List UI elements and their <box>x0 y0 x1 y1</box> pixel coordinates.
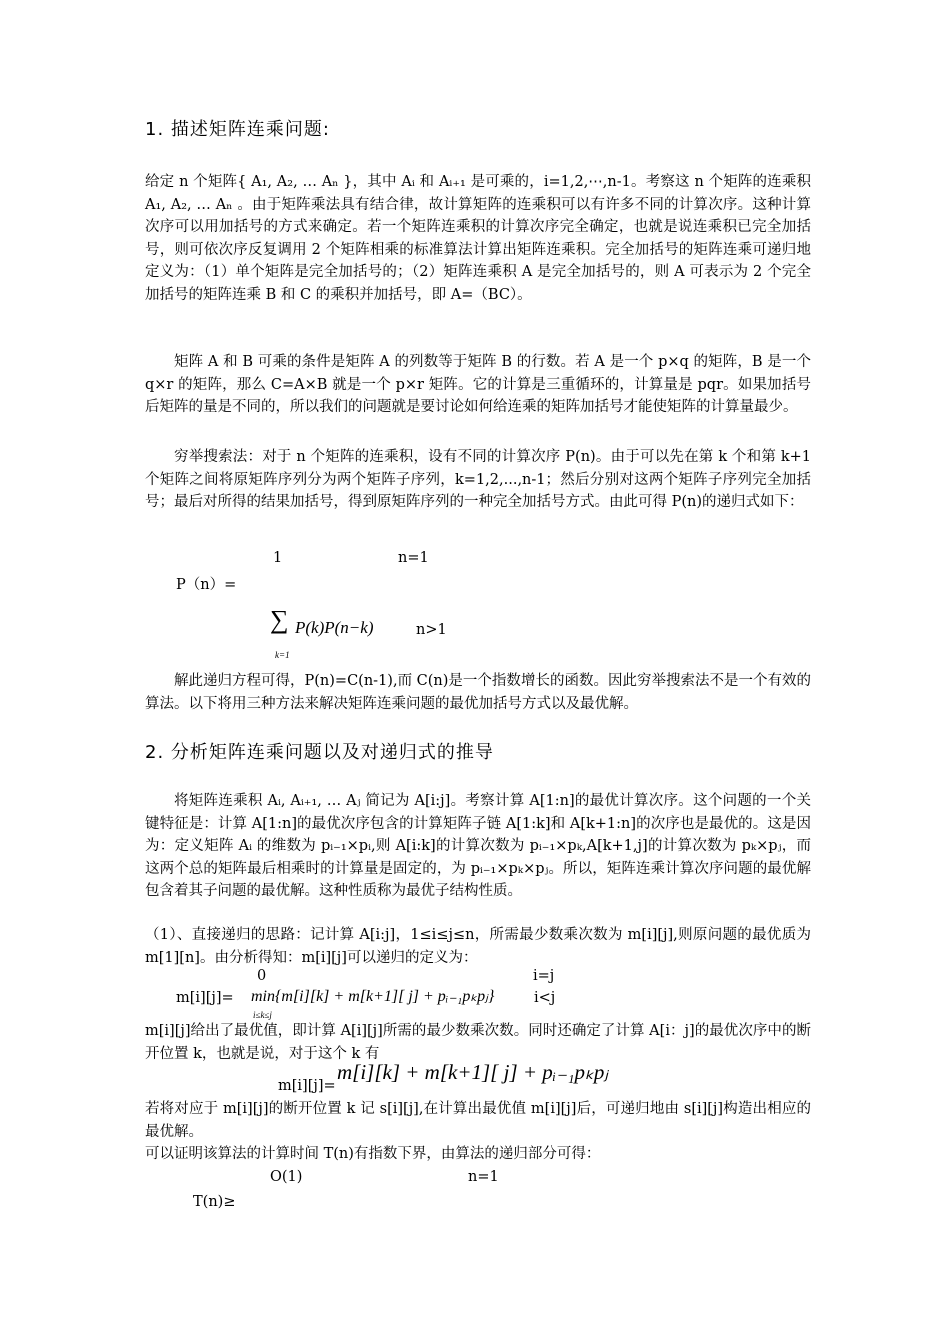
pn-sum-subscript: k=1 <box>275 650 290 660</box>
section-1-heading: 1. 描述矩阵连乘问题: <box>145 119 330 140</box>
section-2-paragraph-5: 可以证明该算法的计算时间 T(n)有指数下界，由算法的递归部分可得： <box>145 1146 601 1162</box>
summation-icon: ∑ <box>270 605 289 634</box>
pn-lhs: P（n）= <box>176 577 237 593</box>
tn-lhs: T(n)≥ <box>193 1194 236 1210</box>
section-2-paragraph-2: （1）、直接递归的思路：记计算 A[i:j]，1≤i≤j≤n，所需最少数乘次数为 m[i][j],则原问题的最优质为 m[1][n]。由分析得知：m[i][j]可以递归的定义为： <box>145 927 811 966</box>
tn-case-1-condition: n=1 <box>468 1169 499 1185</box>
tn-case-1-value: O(1) <box>270 1169 303 1185</box>
m-case-1-condition: i=j <box>533 968 555 984</box>
m-lhs: m[i][j]= <box>176 990 234 1006</box>
pn-sum-term: P(k)P(n−k) <box>295 618 374 637</box>
m-min-subscript: i≤k≤j <box>253 1010 272 1020</box>
m-min-expression: min{m[i][k] + m[k+1][ j] + pᵢ₋₁pₖpⱼ} <box>251 988 495 1005</box>
k-formula-rhs: m[i][k] + m[k+1][ j] + pᵢ₋₁pₖpⱼ <box>337 1060 609 1084</box>
section-1-paragraph-1: 给定 n 个矩阵{ A₁, A₂, … Aₙ }，其中 Aᵢ 和 Aᵢ₊₁ 是可乘的，i=1,2,⋯,n-1。考察这 n 个矩阵的连乘积 A₁, A₂, … Aₙ 。由于矩阵乘法具有结合律，故计算矩阵的连乘积可以有许多不同的计算次序。这种计算次序可以用加括号的方式来确定。若一个矩阵连乘积的计算次序完全确定，也就是说连乘积已完全加括号，则可依次序反复调用 2 个矩阵相乘的标准算法计算出矩阵连乘积。完全加括号的矩阵连乘可递归地定义为：（1）单个矩阵是完全加括号的；（2）矩阵连乘积 A 是完全加括号的，则 A 可表示为 2 个完全加括号的矩阵连乘 B 和 C 的乘积并加括号，即 A=（BC）。 <box>145 174 811 303</box>
section-2-paragraph-4: 若将对应于 m[i][j]的断开位置 k 记 s[i][j],在计算出最优值 m[i][j]后，可递归地由 s[i][j]构造出相应的最优解。 <box>145 1101 811 1140</box>
pn-case-1-condition: n=1 <box>398 550 429 566</box>
section-1-paragraph-3: 穷举搜索法：对于 n 个矩阵的连乘积，设有不同的计算次序 P(n)。由于可以先在第 k 个和第 k+1 个矩阵之间将原矩阵序列分为两个矩阵子序列，k=1,2,...,n-1；然后分别对这两个矩阵子序列完全加括号；最后对所得的结果加括号，得到原矩阵序列的一种完全加括号方式。由此可得 P(n)的递归式如下： <box>145 449 811 510</box>
section-1-paragraph-2: 矩阵 A 和 B 可乘的条件是矩阵 A 的列数等于矩阵 B 的行数。若 A 是一个 p×q 的矩阵，B 是一个 q×r 的矩阵，那么 C=A×B 就是一个 p×r 矩阵。它的计算是三重循环的，计算量是 pqr。如果加括号后矩阵的量是不同的，所以我们的问题就是要讨论如何给连乘的矩阵加括号才能使矩阵的计算量最少。 <box>145 354 811 415</box>
pn-case-2-condition: n>1 <box>416 622 447 638</box>
k-formula-lhs: m[i][j]= <box>278 1078 336 1094</box>
section-2-heading: 2. 分析矩阵连乘问题以及对递归式的推导 <box>145 742 494 763</box>
m-case-2-condition: i<j <box>534 990 556 1006</box>
section-1-paragraph-4: 解此递归方程可得，P(n)=C(n-1),而 C(n)是一个指数增长的函数。因此穷举搜索法不是一个有效的算法。以下将用三种方法来解决矩阵连乘问题的最优加括号方式以及最优解。 <box>145 673 811 712</box>
section-2-paragraph-1: 将矩阵连乘积 Aᵢ, Aᵢ₊₁, … Aⱼ 简记为 A[i:j]。考察计算 A[1:n]的最优计算次序。这个问题的一个关键特征是：计算 A[1:n]的最优次序包含的计算矩阵子链 A[1:k]和 A[k+1:n]的次序也是最优的。这是因为：定义矩阵 Aᵢ 的维数为 pᵢ₋₁×pᵢ,则 A[i:k]的计算次数为 pᵢ₋₁×pₖ,A[k+1,j]的计算次数为 pₖ×pⱼ，而这两个总的矩阵最后相乘时的计算量是固定的，为 pᵢ₋₁×pₖ×pⱼ。所以，矩阵连乘计算次序问题的最优解包含着其子问题的最优解。这种性质称为最优子结构性质。 <box>145 793 811 899</box>
section-2-paragraph-3: m[i][j]给出了最优值，即计算 A[i][j]所需的最少数乘次数。同时还确定了计算 A[i：j]的最优次序中的断开位置 k，也就是说，对于这个 k 有 <box>145 1023 811 1062</box>
m-case-1-value: 0 <box>257 968 267 984</box>
pn-case-1-value: 1 <box>273 550 283 566</box>
